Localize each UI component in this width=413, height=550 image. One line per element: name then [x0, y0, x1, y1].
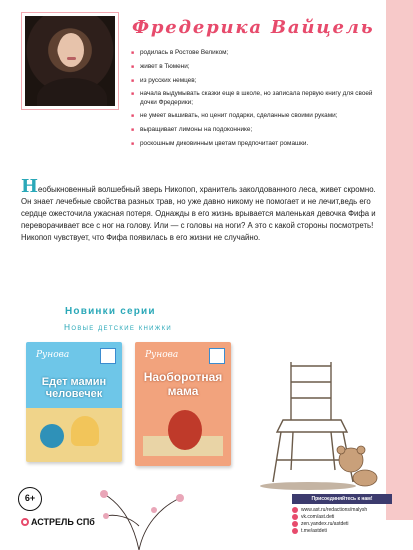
social-link-text: www.ast.ru/redactions/malysh	[301, 507, 368, 513]
telegram-icon	[292, 528, 298, 534]
flower-sprig-illustration	[84, 486, 194, 550]
decorative-side-strip	[386, 0, 413, 520]
photo-face	[58, 33, 84, 67]
author-name: Фредерика Вайцель	[132, 17, 375, 38]
photo-shoulder	[37, 78, 107, 106]
publisher-logo-icon	[21, 518, 29, 526]
globe-icon	[292, 507, 298, 513]
author-fact: ■ живет в Тюмени;	[131, 63, 383, 71]
vk-icon	[292, 514, 298, 520]
social-link-vk[interactable]	[292, 514, 392, 520]
intro-text: еобыкновенный волшебный зверь Никопоп, хранитель заколдованного леса, живет скромно. Он знает лечебные свойства разных трав, но уже давно никому не помогает и не лечит,ведь его сердце ожесточила ужасная потеря. Однажды в его жизнь врывается маленькая девочка Фифа и переворачивает все с ног на голову. Или — с головы на ноги? А это с какой стороны посмотреть! Никопоп чувствует, что Фифа появилась в его жизни не случайно.	[21, 185, 376, 242]
social-link-text: vk.com/ast.deti	[301, 514, 335, 520]
author-fact: ■ родилась в Ростове Великом;	[131, 49, 383, 57]
author-photo-frame	[21, 12, 119, 110]
social-link-site[interactable]	[292, 507, 392, 513]
cover-art-child	[71, 416, 99, 446]
social-links-block	[292, 494, 392, 535]
series-subtitle: Новые детские книжки	[64, 322, 173, 332]
author-fact: ■ роскошным диковинным цветам предпочитает ромашки.	[131, 140, 383, 148]
book-cover-naoborotnaya-mama[interactable]	[135, 342, 231, 466]
book-cover-title: Наоборотная мама	[143, 370, 223, 398]
publisher-name: АСТРЕЛЬ СПб	[31, 517, 95, 527]
book-cover-title: Едет мамин человечек	[41, 376, 107, 400]
chair-and-bear-illustration	[233, 342, 383, 492]
social-link-zen[interactable]	[292, 521, 392, 527]
author-fact: ■ начала выдумывать сказки еще в школе, но записала первую книгу для своей дочки Фредерики;	[131, 90, 383, 106]
social-link-telegram[interactable]	[292, 528, 392, 534]
series-badge-icon	[209, 348, 225, 364]
social-link-text: t.me/astdeti	[301, 528, 327, 534]
publisher-logo[interactable]	[21, 517, 95, 527]
zen-icon	[292, 521, 298, 527]
join-us-label: Присоединяйтесь к нам!	[292, 494, 392, 504]
book-cover-edet-mamin-chelovechek[interactable]	[26, 342, 122, 462]
social-link-text: zen.yandex.ru/astdeti	[301, 521, 349, 527]
author-fact: ■ выращивает лимоны на подоконнике;	[131, 126, 383, 134]
book-author-signature: Рунова	[36, 350, 70, 360]
cover-art-child	[168, 410, 202, 450]
photo-lips	[67, 57, 76, 60]
author-fact: ■ из русских немцев;	[131, 77, 383, 85]
author-fact: ■ не умеет вышивать, но ценит подарки, сделанные своими руками;	[131, 112, 383, 120]
book-author-signature: Рунова	[145, 350, 179, 360]
age-rating-badge: 6+	[18, 487, 42, 511]
author-photo	[25, 16, 115, 106]
book-intro-paragraph	[21, 176, 386, 244]
author-facts-list	[131, 49, 383, 154]
series-title: Новинки серии	[65, 306, 156, 317]
dropcap-letter: Н	[21, 176, 39, 197]
series-badge-icon	[100, 348, 116, 364]
cover-art-shape	[40, 424, 64, 448]
